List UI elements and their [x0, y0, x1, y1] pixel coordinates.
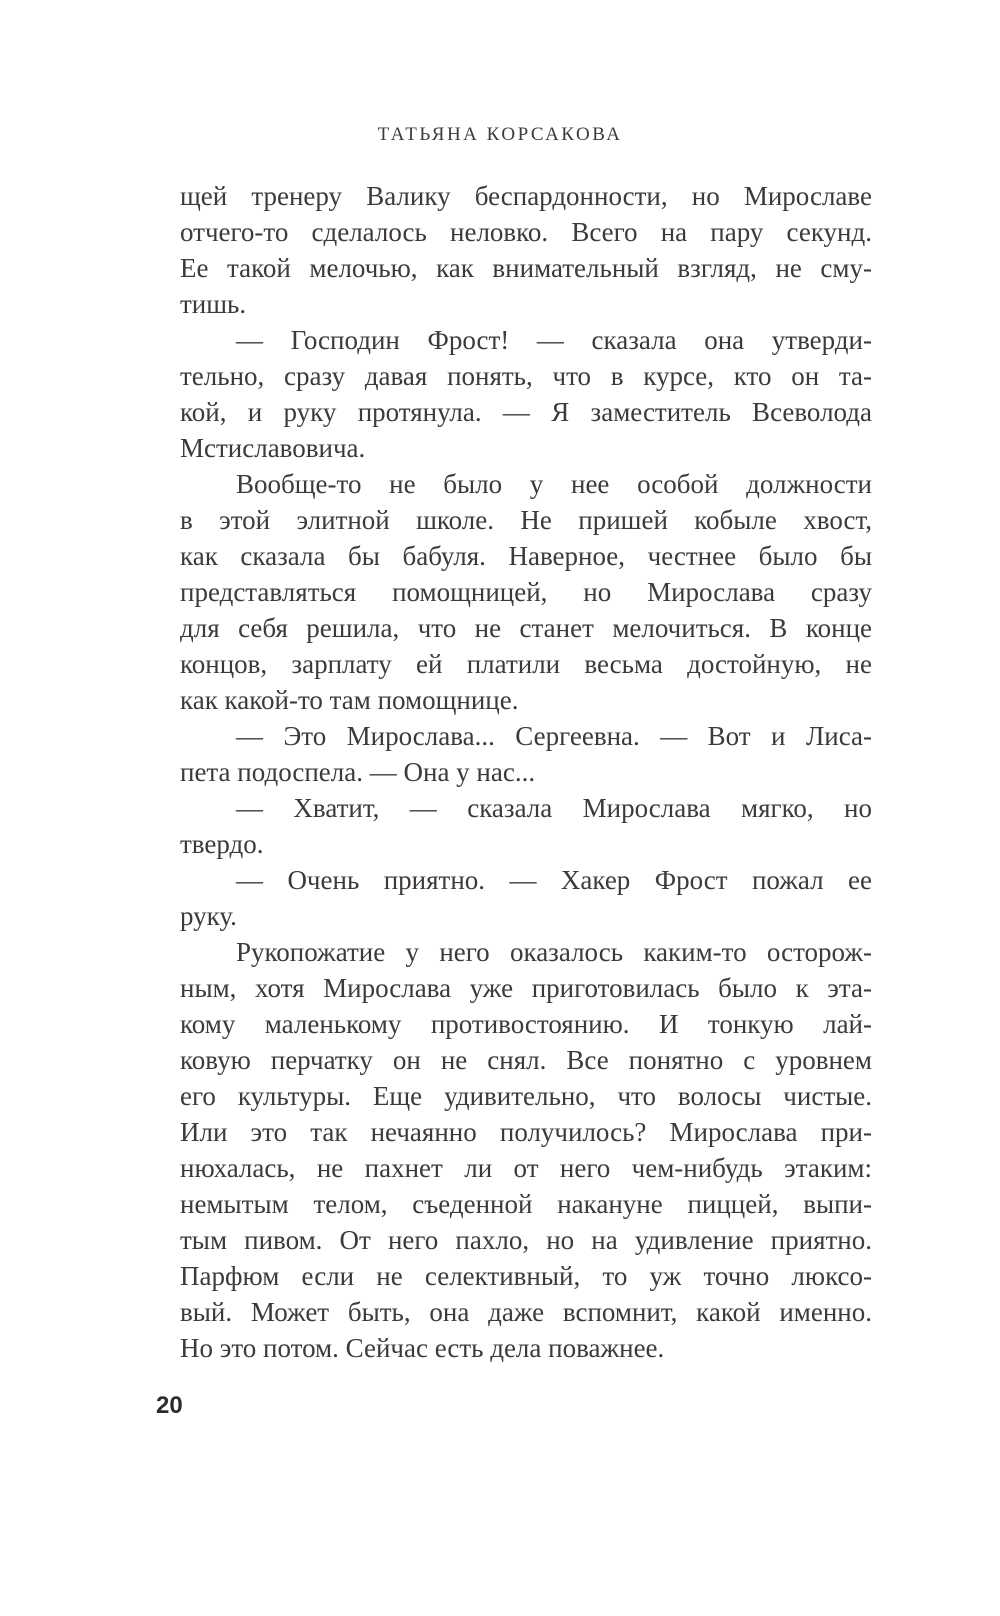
text-line: Но это потом. Сейчас есть дела поважнее.	[180, 1333, 665, 1363]
text-line: Ее такой мелочью, как внимательный взгляд, не сму-	[180, 253, 872, 283]
text-line: Мстиславовича.	[180, 433, 366, 463]
text-line: Или это так нечаянно получилось? Мирослава при-	[180, 1117, 872, 1147]
text-line: — Очень приятно. — Хакер Фрост пожал ее	[236, 865, 872, 895]
text-line: кому маленькому противостоянию. И тонкую лай-	[180, 1009, 872, 1039]
text-line: вый. Может быть, она даже вспомнит, какой именно.	[180, 1297, 872, 1327]
text-line: руку.	[180, 901, 237, 931]
text-line: немытым телом, съеденной накануне пиццей, выпи-	[180, 1189, 872, 1219]
text-line: щей тренеру Валику беспардонности, но Мирославе	[180, 181, 872, 211]
text-line: пета подоспела. — Она у нас...	[180, 757, 536, 787]
text-line: отчего-то сделалось неловко. Всего на пару секунд.	[180, 217, 872, 247]
text-line: ным, хотя Мирослава уже приготовилась было к эта-	[180, 973, 872, 1003]
text-line: как какой-то там помощнице.	[180, 685, 519, 715]
text-line: — Это Мирослава... Сергеевна. — Вот и Лиса-	[236, 721, 872, 751]
text-line: кой, и руку протянула. — Я заместитель Всеволода	[180, 397, 872, 427]
text-line: тишь.	[180, 289, 247, 319]
text-line: твердо.	[180, 829, 264, 859]
text-line: Вообще-то не было у нее особой должности	[236, 469, 872, 499]
text-line: в этой элитной школе. Не пришей кобыле хвост,	[180, 505, 872, 535]
text-line: представляться помощницей, но Мирослава сразу	[180, 577, 872, 607]
text-line: его культуры. Еще удивительно, что волосы чистые.	[180, 1081, 872, 1111]
text-line: Парфюм если не селективный, то уж точно люксо-	[180, 1261, 872, 1291]
text-line: Рукопожатие у него оказалось каким-то осторож-	[236, 937, 872, 967]
text-line: — Господин Фрост! — сказала она утверди-	[236, 325, 872, 355]
text-line: для себя решила, что не станет мелочиться. В конце	[180, 613, 872, 643]
text-line: — Хватит, — сказала Мирослава мягко, но	[236, 793, 872, 823]
page-number: 20	[156, 1392, 183, 1419]
text-line: тым пивом. От него пахло, но на удивление приятно.	[180, 1225, 872, 1255]
text-line: тельно, сразу давая понять, что в курсе, кто он та-	[180, 361, 872, 391]
text-line: как сказала бы бабуля. Наверное, честнее было бы	[180, 541, 872, 571]
running-header: ТАТЬЯНА КОРСАКОВА	[377, 124, 623, 145]
text-line: концов, зарплату ей платили весьма достойную, не	[180, 649, 872, 679]
text-line: ковую перчатку он не снял. Все понятно с уровнем	[180, 1045, 872, 1075]
body-text	[180, 178, 872, 1366]
text-line: нюхалась, не пахнет ли от него чем-нибудь этаким:	[180, 1153, 872, 1183]
